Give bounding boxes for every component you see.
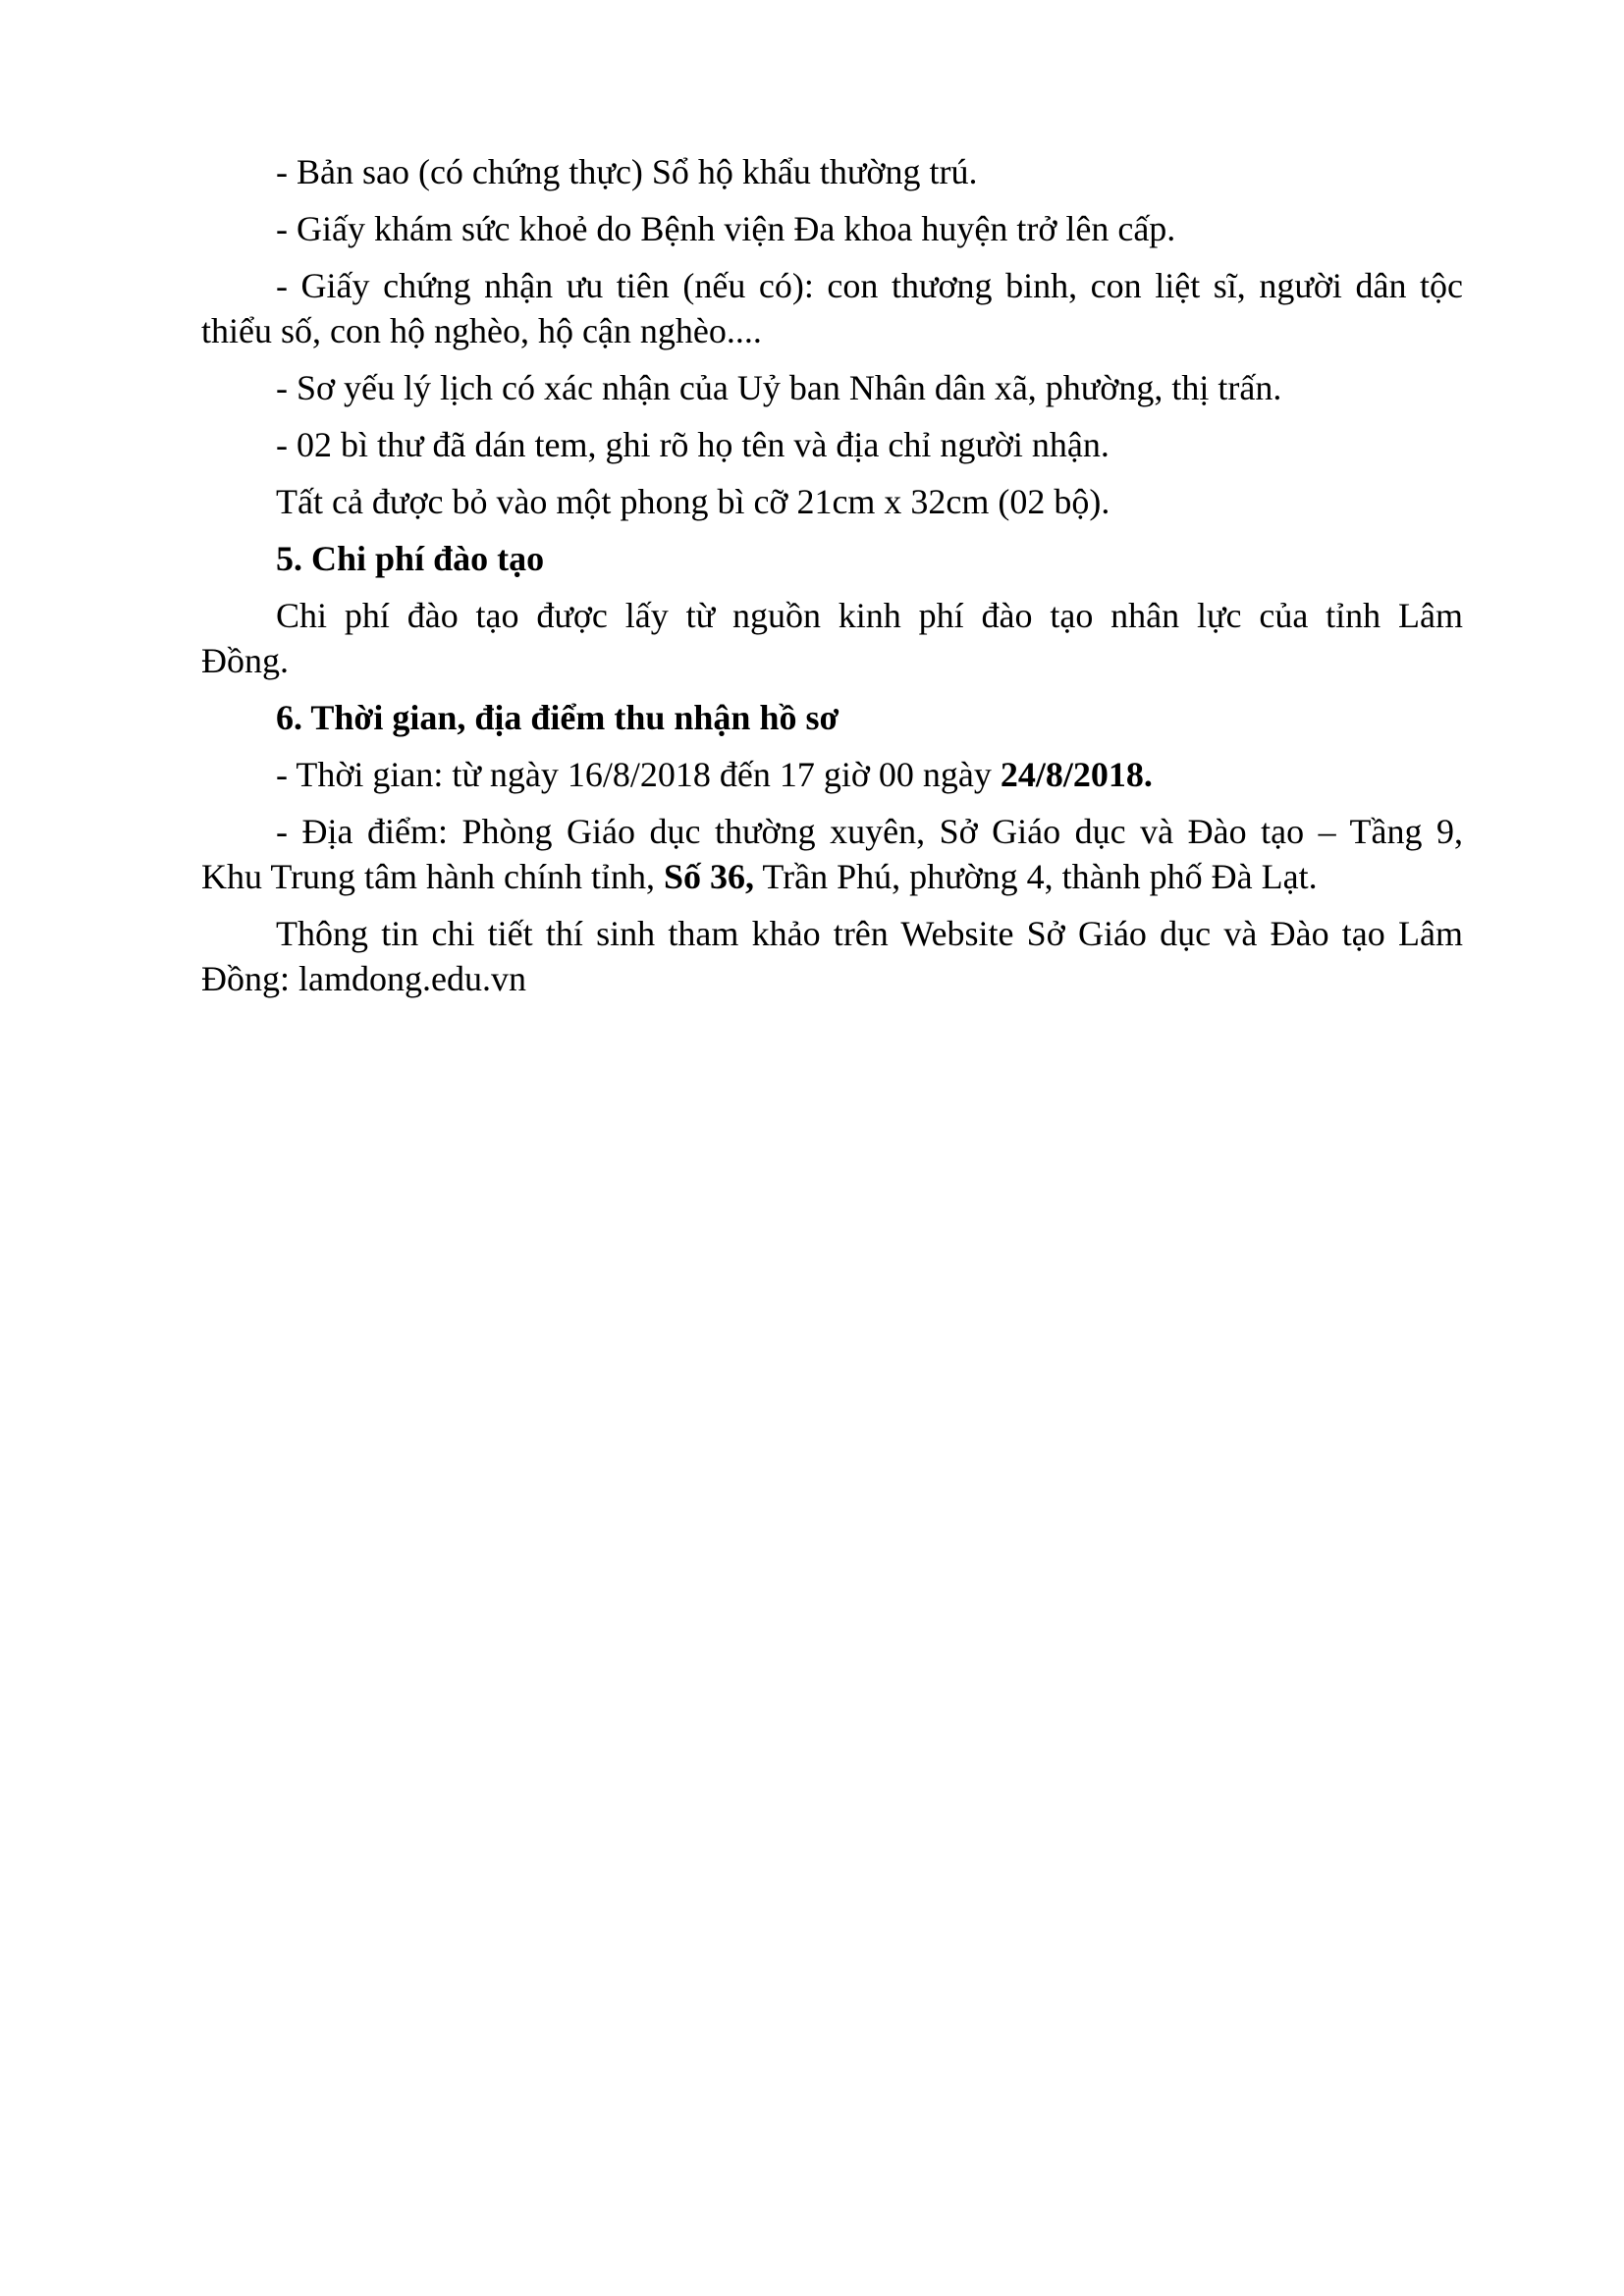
list-item-ban-sao-ho-khau	[201, 149, 1463, 194]
text-run: Khu Trung tâm hành chính tỉnh,	[201, 857, 665, 896]
text-run: lamdong.edu.vn	[298, 959, 526, 998]
text-run: - Thời gian: từ ngày 16/8/2018 đến 17 giờ 00 ngày	[276, 755, 1001, 794]
text-line	[201, 206, 1463, 251]
list-item-giay-kham-suc-khoe	[201, 206, 1463, 251]
list-item-dia-diem	[201, 809, 1463, 899]
text-line	[201, 854, 1463, 899]
text-run: Chi phí đào tạo được lấy từ nguồn kinh phí đào tạo nhân lực của tỉnh Lâm	[276, 596, 1463, 635]
text-run: - Địa điểm: Phòng Giáo dục thường xuyên, Sở Giáo dục và Đào tạo – Tầng 9,	[276, 812, 1463, 851]
document-body	[201, 149, 1463, 1013]
text-run: Tất cả được bỏ vào một phong bì cỡ 21cm x 32cm (02 bộ).	[276, 482, 1110, 521]
text-run: - Giấy khám sức khoẻ do Bệnh viện Đa khoa huyện trở lên cấp.	[276, 209, 1176, 248]
text-line	[201, 593, 1463, 638]
text-line	[201, 149, 1463, 194]
list-item-bi-thu	[201, 422, 1463, 467]
text-line	[201, 422, 1463, 467]
paragraph-chi-phi-dao-tao	[201, 593, 1463, 683]
list-item-so-yeu-ly-lich	[201, 365, 1463, 410]
list-item-thoi-gian	[201, 752, 1463, 797]
paragraph-thong-tin-website	[201, 911, 1463, 1001]
heading-6-thoi-gian-dia-diem	[201, 695, 1463, 740]
text-run: - 02 bì thư đã dán tem, ghi rõ họ tên và địa chỉ người nhận.	[276, 425, 1110, 464]
bold-text-run: Số 36,	[664, 857, 755, 896]
text-line	[201, 752, 1463, 797]
text-run: thiểu số, con hộ nghèo, hộ cận nghèo....	[201, 311, 762, 350]
text-line	[201, 695, 1463, 740]
text-run: - Sơ yếu lý lịch có xác nhận của Uỷ ban Nhân dân xã, phường, thị trấn.	[276, 368, 1282, 407]
text-line	[201, 308, 1463, 353]
text-line	[201, 956, 1463, 1001]
bold-text-run: 5. Chi phí đào tạo	[276, 539, 545, 578]
text-run: Đồng.	[201, 641, 289, 680]
text-run: Thông tin chi tiết thí sinh tham khảo trên Website Sở Giáo dục và Đào tạo Lâm	[276, 914, 1463, 953]
text-run: Trần Phú, phường 4, thành phố Đà Lạt.	[754, 857, 1318, 896]
text-line	[201, 536, 1463, 581]
text-run: Đồng:	[201, 959, 298, 998]
paragraph-phong-bi	[201, 479, 1463, 524]
text-line	[201, 911, 1463, 956]
text-run: - Bản sao (có chứng thực) Sổ hộ khẩu thường trú.	[276, 152, 978, 191]
heading-5-chi-phi-dao-tao	[201, 536, 1463, 581]
text-line	[201, 638, 1463, 683]
text-run: - Giấy chứng nhận ưu tiên (nếu có): con thương binh, con liệt sĩ, người dân tộc	[276, 266, 1463, 305]
text-line	[201, 809, 1463, 854]
text-line	[201, 263, 1463, 308]
bold-text-run: 6. Thời gian, địa điểm thu nhận hồ sơ	[276, 698, 839, 737]
text-line	[201, 365, 1463, 410]
bold-text-run: 24/8/2018.	[1000, 755, 1153, 794]
text-line	[201, 479, 1463, 524]
list-item-giay-chung-nhan-uu-tien	[201, 263, 1463, 353]
